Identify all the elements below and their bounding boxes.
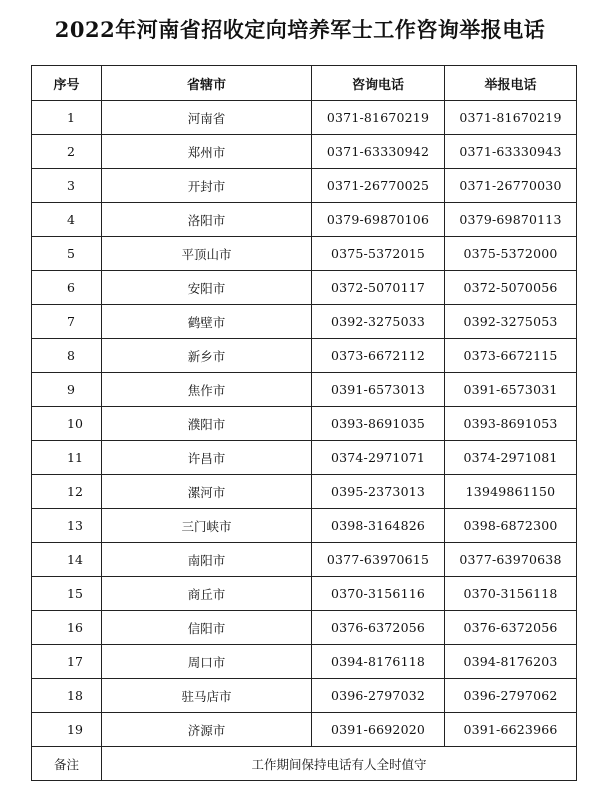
note-row — [32, 747, 577, 781]
row-serial-number: 3 — [32, 169, 102, 203]
row-report-phone: 0396-2797062 — [445, 679, 577, 713]
table-header-row — [32, 66, 577, 101]
document-title: 2022年河南省招收定向培养军士工作咨询举报电话 — [54, 17, 546, 42]
row-consult-phone: 0394-8176118 — [312, 645, 445, 679]
header-city: 省辖市 — [102, 66, 312, 101]
row-city: 河南省 — [102, 101, 312, 135]
table-row — [32, 135, 577, 169]
row-consult-phone: 0392-3275033 — [312, 305, 445, 339]
row-report-phone: 0393-8691053 — [445, 407, 577, 441]
row-serial-number: 14 — [32, 543, 102, 577]
row-consult-phone: 0391-6573013 — [312, 373, 445, 407]
row-consult-phone: 0377-63970615 — [312, 543, 445, 577]
table-row — [32, 203, 577, 237]
row-report-phone: 0373-6672115 — [445, 339, 577, 373]
row-report-phone: 0371-26770030 — [445, 169, 577, 203]
header-consult-phone: 咨询电话 — [312, 66, 445, 101]
row-report-phone: 0391-6623966 — [445, 713, 577, 747]
row-serial-number: 4 — [32, 203, 102, 237]
row-city: 新乡市 — [102, 339, 312, 373]
row-city: 濮阳市 — [102, 407, 312, 441]
row-consult-phone: 0393-8691035 — [312, 407, 445, 441]
table-row — [32, 475, 577, 509]
row-consult-phone: 0391-6692020 — [312, 713, 445, 747]
table-row — [32, 611, 577, 645]
row-serial-number: 9 — [32, 373, 102, 407]
row-report-phone: 0374-2971081 — [445, 441, 577, 475]
row-consult-phone: 0372-5070117 — [312, 271, 445, 305]
row-serial-number: 18 — [32, 679, 102, 713]
row-consult-phone: 0376-6372056 — [312, 611, 445, 645]
table-row — [32, 543, 577, 577]
table-row — [32, 645, 577, 679]
table-row — [32, 679, 577, 713]
row-city: 南阳市 — [102, 543, 312, 577]
row-serial-number: 13 — [32, 509, 102, 543]
row-city: 济源市 — [102, 713, 312, 747]
row-serial-number: 1 — [32, 101, 102, 135]
row-report-phone: 0371-63330943 — [445, 135, 577, 169]
row-serial-number: 19 — [32, 713, 102, 747]
table-row — [32, 271, 577, 305]
table-row — [32, 169, 577, 203]
row-consult-phone: 0371-63330942 — [312, 135, 445, 169]
row-report-phone: 0372-5070056 — [445, 271, 577, 305]
table-row — [32, 713, 577, 747]
table-row — [32, 407, 577, 441]
phone-table — [31, 65, 577, 781]
row-serial-number: 10 — [32, 407, 102, 441]
row-city: 郑州市 — [102, 135, 312, 169]
row-serial-number: 6 — [32, 271, 102, 305]
row-consult-phone: 0398-3164826 — [312, 509, 445, 543]
row-consult-phone: 0370-3156116 — [312, 577, 445, 611]
table-row — [32, 373, 577, 407]
header-report-phone: 举报电话 — [445, 66, 577, 101]
row-consult-phone: 0395-2373013 — [312, 475, 445, 509]
row-report-phone: 0370-3156118 — [445, 577, 577, 611]
row-report-phone: 0376-6372056 — [445, 611, 577, 645]
row-city: 鹤壁市 — [102, 305, 312, 339]
row-report-phone: 0371-81670219 — [445, 101, 577, 135]
row-report-phone: 0375-5372000 — [445, 237, 577, 271]
row-report-phone: 0394-8176203 — [445, 645, 577, 679]
row-serial-number: 15 — [32, 577, 102, 611]
table-row — [32, 101, 577, 135]
header-serial-number: 序号 — [32, 66, 102, 101]
row-report-phone: 0377-63970638 — [445, 543, 577, 577]
row-report-phone: 0392-3275053 — [445, 305, 577, 339]
row-report-phone: 0391-6573031 — [445, 373, 577, 407]
note-label: 备注 — [32, 747, 102, 781]
table-row — [32, 305, 577, 339]
row-serial-number: 12 — [32, 475, 102, 509]
row-city: 许昌市 — [102, 441, 312, 475]
row-city: 焦作市 — [102, 373, 312, 407]
row-serial-number: 11 — [32, 441, 102, 475]
row-city: 信阳市 — [102, 611, 312, 645]
row-serial-number: 7 — [32, 305, 102, 339]
table-body — [32, 101, 577, 747]
row-consult-phone: 0396-2797032 — [312, 679, 445, 713]
row-serial-number: 17 — [32, 645, 102, 679]
row-report-phone: 0398-6872300 — [445, 509, 577, 543]
row-city: 安阳市 — [102, 271, 312, 305]
row-consult-phone: 0371-81670219 — [312, 101, 445, 135]
row-consult-phone: 0373-6672112 — [312, 339, 445, 373]
row-city: 商丘市 — [102, 577, 312, 611]
row-serial-number: 16 — [32, 611, 102, 645]
row-consult-phone: 0374-2971071 — [312, 441, 445, 475]
row-city: 开封市 — [102, 169, 312, 203]
row-city: 平顶山市 — [102, 237, 312, 271]
table-row — [32, 237, 577, 271]
row-serial-number: 8 — [32, 339, 102, 373]
table-row — [32, 339, 577, 373]
row-consult-phone: 0371-26770025 — [312, 169, 445, 203]
row-consult-phone: 0375-5372015 — [312, 237, 445, 271]
row-city: 洛阳市 — [102, 203, 312, 237]
row-city: 周口市 — [102, 645, 312, 679]
row-serial-number: 5 — [32, 237, 102, 271]
row-report-phone: 13949861150 — [445, 475, 577, 509]
table-row — [32, 441, 577, 475]
row-city: 三门峡市 — [102, 509, 312, 543]
row-consult-phone: 0379-69870106 — [312, 203, 445, 237]
row-city: 漯河市 — [102, 475, 312, 509]
table-row — [32, 509, 577, 543]
row-serial-number: 2 — [32, 135, 102, 169]
row-city: 驻马店市 — [102, 679, 312, 713]
row-report-phone: 0379-69870113 — [445, 203, 577, 237]
note-text: 工作期间保持电话有人全时值守 — [102, 747, 577, 781]
table-row — [32, 577, 577, 611]
